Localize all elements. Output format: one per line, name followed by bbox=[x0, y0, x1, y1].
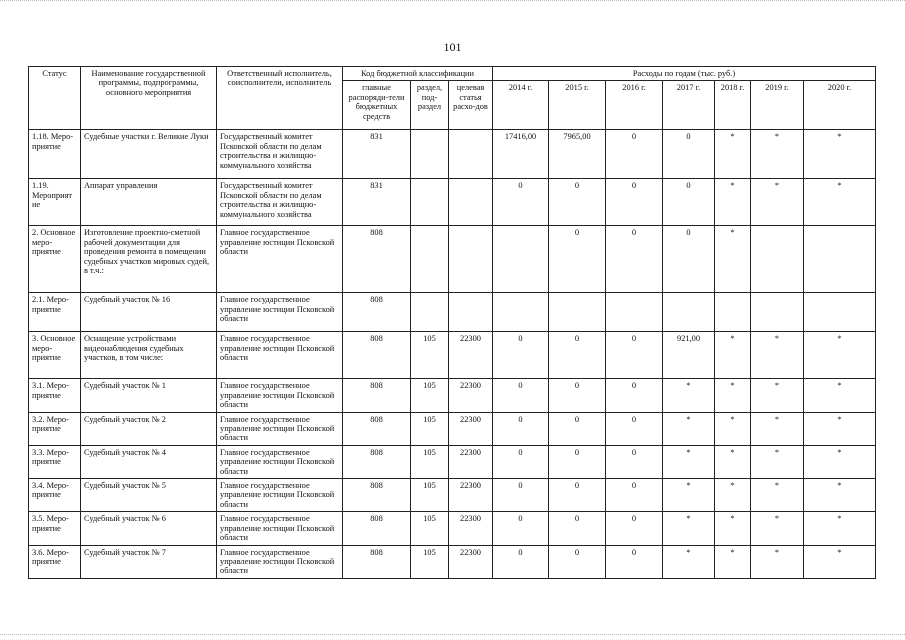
row-value: * bbox=[751, 332, 804, 379]
row-code-main: 808 bbox=[343, 332, 411, 379]
row-code-target: 22300 bbox=[449, 445, 493, 478]
row-value: * bbox=[715, 445, 751, 478]
row-value: 0 bbox=[549, 479, 606, 512]
row-code-target: 22300 bbox=[449, 412, 493, 445]
table-row bbox=[29, 379, 876, 412]
header-year: 2017 г. bbox=[663, 81, 715, 130]
row-value: 0 bbox=[549, 179, 606, 226]
row-value: 17416,00 bbox=[493, 130, 549, 179]
row-value: * bbox=[715, 545, 751, 578]
table-row bbox=[29, 479, 876, 512]
row-code-section bbox=[411, 130, 449, 179]
table-row bbox=[29, 512, 876, 545]
row-value: 0 bbox=[606, 512, 663, 545]
row-executor: Главное государственное управление юстиции Псковской области bbox=[217, 332, 343, 379]
row-code-main: 808 bbox=[343, 412, 411, 445]
row-value: * bbox=[715, 379, 751, 412]
row-name: Судебный участок № 4 bbox=[81, 445, 217, 478]
row-value: * bbox=[715, 512, 751, 545]
header-year: 2018 г. bbox=[715, 81, 751, 130]
table-row bbox=[29, 179, 876, 226]
row-code-main: 808 bbox=[343, 226, 411, 293]
row-executor: Главное государственное управление юстиции Псковской области bbox=[217, 545, 343, 578]
row-value bbox=[493, 293, 549, 332]
row-value bbox=[606, 293, 663, 332]
row-code-section bbox=[411, 226, 449, 293]
row-value: 0 bbox=[549, 332, 606, 379]
row-value: 0 bbox=[549, 379, 606, 412]
row-code-section bbox=[411, 179, 449, 226]
row-value: * bbox=[804, 445, 876, 478]
row-value bbox=[751, 293, 804, 332]
header-year: 2015 г. bbox=[549, 81, 606, 130]
row-value bbox=[804, 293, 876, 332]
row-code-section: 105 bbox=[411, 479, 449, 512]
row-executor: Государственный комитет Псковской области по делам строительства и жилищно-коммунального хозяйства bbox=[217, 179, 343, 226]
row-value: * bbox=[751, 179, 804, 226]
row-executor: Главное государственное управление юстиции Псковской области bbox=[217, 293, 343, 332]
row-value: 0 bbox=[606, 545, 663, 578]
row-value bbox=[715, 293, 751, 332]
row-value: * bbox=[751, 545, 804, 578]
row-executor: Главное государственное управление юстиции Псковской области bbox=[217, 512, 343, 545]
row-value: * bbox=[804, 479, 876, 512]
row-name: Оснащение устройствами видеонаблюдения судебных участков, в том числе: bbox=[81, 332, 217, 379]
row-value: * bbox=[804, 179, 876, 226]
row-status: 3.6. Меро-приятие bbox=[29, 545, 81, 578]
row-status: 1.19. Мероприят ие bbox=[29, 179, 81, 226]
row-code-target: 22300 bbox=[449, 512, 493, 545]
row-value: 0 bbox=[549, 545, 606, 578]
row-value: 0 bbox=[549, 226, 606, 293]
row-value: 0 bbox=[493, 479, 549, 512]
row-code-section bbox=[411, 293, 449, 332]
header-budget-code: Код бюджетной классификации bbox=[343, 67, 493, 81]
row-value: * bbox=[751, 130, 804, 179]
table-row bbox=[29, 445, 876, 478]
row-status: 3.2. Меро-приятие bbox=[29, 412, 81, 445]
row-value: * bbox=[663, 412, 715, 445]
row-value: * bbox=[804, 130, 876, 179]
header-year: 2016 г. bbox=[606, 81, 663, 130]
table-row bbox=[29, 293, 876, 332]
row-code-section: 105 bbox=[411, 545, 449, 578]
row-value bbox=[663, 293, 715, 332]
row-value: 0 bbox=[606, 332, 663, 379]
table-row bbox=[29, 226, 876, 293]
row-value: 0 bbox=[606, 179, 663, 226]
row-value: * bbox=[715, 479, 751, 512]
header-status: Статус bbox=[29, 67, 81, 130]
row-code-target: 22300 bbox=[449, 545, 493, 578]
scan-edge-bottom bbox=[0, 634, 905, 638]
row-code-section: 105 bbox=[411, 379, 449, 412]
row-status: 2. Основное меро-приятие bbox=[29, 226, 81, 293]
row-code-main: 808 bbox=[343, 545, 411, 578]
row-code-target bbox=[449, 130, 493, 179]
row-status: 2.1. Меро-приятие bbox=[29, 293, 81, 332]
row-value: 0 bbox=[663, 179, 715, 226]
row-value: 0 bbox=[549, 412, 606, 445]
row-value: * bbox=[715, 412, 751, 445]
row-code-target: 22300 bbox=[449, 332, 493, 379]
row-executor: Главное государственное управление юстиции Псковской области bbox=[217, 479, 343, 512]
row-status: 3.4. Меро-приятие bbox=[29, 479, 81, 512]
row-value: 0 bbox=[606, 412, 663, 445]
row-value: * bbox=[751, 479, 804, 512]
header-year: 2014 г. bbox=[493, 81, 549, 130]
row-status: 3.3. Меро-приятие bbox=[29, 445, 81, 478]
row-value: * bbox=[715, 226, 751, 293]
row-value: * bbox=[715, 179, 751, 226]
row-name: Судебный участок № 2 bbox=[81, 412, 217, 445]
row-code-section: 105 bbox=[411, 412, 449, 445]
table-row bbox=[29, 545, 876, 578]
row-value: * bbox=[663, 512, 715, 545]
row-name: Судебный участок № 7 bbox=[81, 545, 217, 578]
row-executor: Главное государственное управление юстиции Псковской области bbox=[217, 226, 343, 293]
row-name: Судебный участок № 16 bbox=[81, 293, 217, 332]
row-status: 3.1. Меро-приятие bbox=[29, 379, 81, 412]
header-expenses: Расходы по годам (тыс. руб.) bbox=[493, 67, 876, 81]
row-executor: Государственный комитет Псковской области по делам строительства и жилищно-коммунального хозяйства bbox=[217, 130, 343, 179]
row-code-target bbox=[449, 226, 493, 293]
row-value: * bbox=[751, 412, 804, 445]
row-code-main: 831 bbox=[343, 130, 411, 179]
row-value: 0 bbox=[493, 332, 549, 379]
row-status: 3. Основное меро-приятие bbox=[29, 332, 81, 379]
row-value: * bbox=[663, 545, 715, 578]
header-executor: Ответственный исполнитель, соисполнители, исполнитель bbox=[217, 67, 343, 130]
row-executor: Главное государственное управление юстиции Псковской области bbox=[217, 445, 343, 478]
row-value bbox=[549, 293, 606, 332]
row-name: Судебный участок № 1 bbox=[81, 379, 217, 412]
row-value: 7965,00 bbox=[549, 130, 606, 179]
row-code-main: 831 bbox=[343, 179, 411, 226]
row-code-main: 808 bbox=[343, 293, 411, 332]
row-value: 0 bbox=[549, 445, 606, 478]
row-value: 0 bbox=[493, 545, 549, 578]
row-value: * bbox=[663, 379, 715, 412]
table-row bbox=[29, 332, 876, 379]
row-value: * bbox=[804, 332, 876, 379]
row-value: 0 bbox=[493, 179, 549, 226]
header-name: Наименование государственной программы, подпрограммы, основного мероприятия bbox=[81, 67, 217, 130]
row-executor: Главное государственное управление юстиции Псковской области bbox=[217, 379, 343, 412]
row-value: * bbox=[804, 379, 876, 412]
row-code-section: 105 bbox=[411, 332, 449, 379]
row-code-main: 808 bbox=[343, 445, 411, 478]
row-value: 0 bbox=[606, 130, 663, 179]
row-name: Судебные участки г. Великие Луки bbox=[81, 130, 217, 179]
row-value: * bbox=[804, 545, 876, 578]
budget-table bbox=[28, 66, 876, 579]
row-value: * bbox=[663, 445, 715, 478]
row-value bbox=[804, 226, 876, 293]
row-value: 0 bbox=[493, 445, 549, 478]
row-value bbox=[751, 226, 804, 293]
header-code-main: главные распоряди-тели бюджетных средств bbox=[343, 81, 411, 130]
scan-edge-top bbox=[0, 0, 905, 4]
row-value: 921,00 bbox=[663, 332, 715, 379]
row-code-target bbox=[449, 179, 493, 226]
row-code-target: 22300 bbox=[449, 479, 493, 512]
row-value: 0 bbox=[663, 130, 715, 179]
row-value: 0 bbox=[606, 379, 663, 412]
row-value: * bbox=[715, 130, 751, 179]
header-code-section: раздел, под-раздел bbox=[411, 81, 449, 130]
row-status: 1.18. Меро-приятие bbox=[29, 130, 81, 179]
row-value: 0 bbox=[493, 379, 549, 412]
table-row bbox=[29, 412, 876, 445]
row-code-section: 105 bbox=[411, 512, 449, 545]
row-code-target bbox=[449, 293, 493, 332]
page-number: 101 bbox=[443, 40, 462, 54]
row-code-main: 808 bbox=[343, 479, 411, 512]
row-value: * bbox=[804, 512, 876, 545]
row-value: 0 bbox=[493, 412, 549, 445]
row-value: * bbox=[663, 479, 715, 512]
row-name: Изготовление проектно-сметной рабочей документации для проведения ремонта в помещении судебных участков мировых судей, в т.ч.: bbox=[81, 226, 217, 293]
row-value: 0 bbox=[606, 226, 663, 293]
header-year: 2020 г. bbox=[804, 81, 876, 130]
row-code-target: 22300 bbox=[449, 379, 493, 412]
row-name: Судебный участок № 5 bbox=[81, 479, 217, 512]
row-name: Аппарат управления bbox=[81, 179, 217, 226]
row-value: 0 bbox=[606, 445, 663, 478]
row-name: Судебный участок № 6 bbox=[81, 512, 217, 545]
row-value: 0 bbox=[606, 479, 663, 512]
row-status: 3.5. Меро-приятие bbox=[29, 512, 81, 545]
row-value: 0 bbox=[549, 512, 606, 545]
row-value: * bbox=[751, 512, 804, 545]
header-year: 2019 г. bbox=[751, 81, 804, 130]
row-value: * bbox=[751, 379, 804, 412]
row-value: 0 bbox=[663, 226, 715, 293]
row-code-main: 808 bbox=[343, 379, 411, 412]
row-code-main: 808 bbox=[343, 512, 411, 545]
row-code-section: 105 bbox=[411, 445, 449, 478]
row-value: * bbox=[751, 445, 804, 478]
row-value: * bbox=[715, 332, 751, 379]
row-value: 0 bbox=[493, 512, 549, 545]
row-value bbox=[493, 226, 549, 293]
row-value: * bbox=[804, 412, 876, 445]
row-executor: Главное государственное управление юстиции Псковской области bbox=[217, 412, 343, 445]
header-code-target: целевая статья расхо-дов bbox=[449, 81, 493, 130]
table-row bbox=[29, 130, 876, 179]
